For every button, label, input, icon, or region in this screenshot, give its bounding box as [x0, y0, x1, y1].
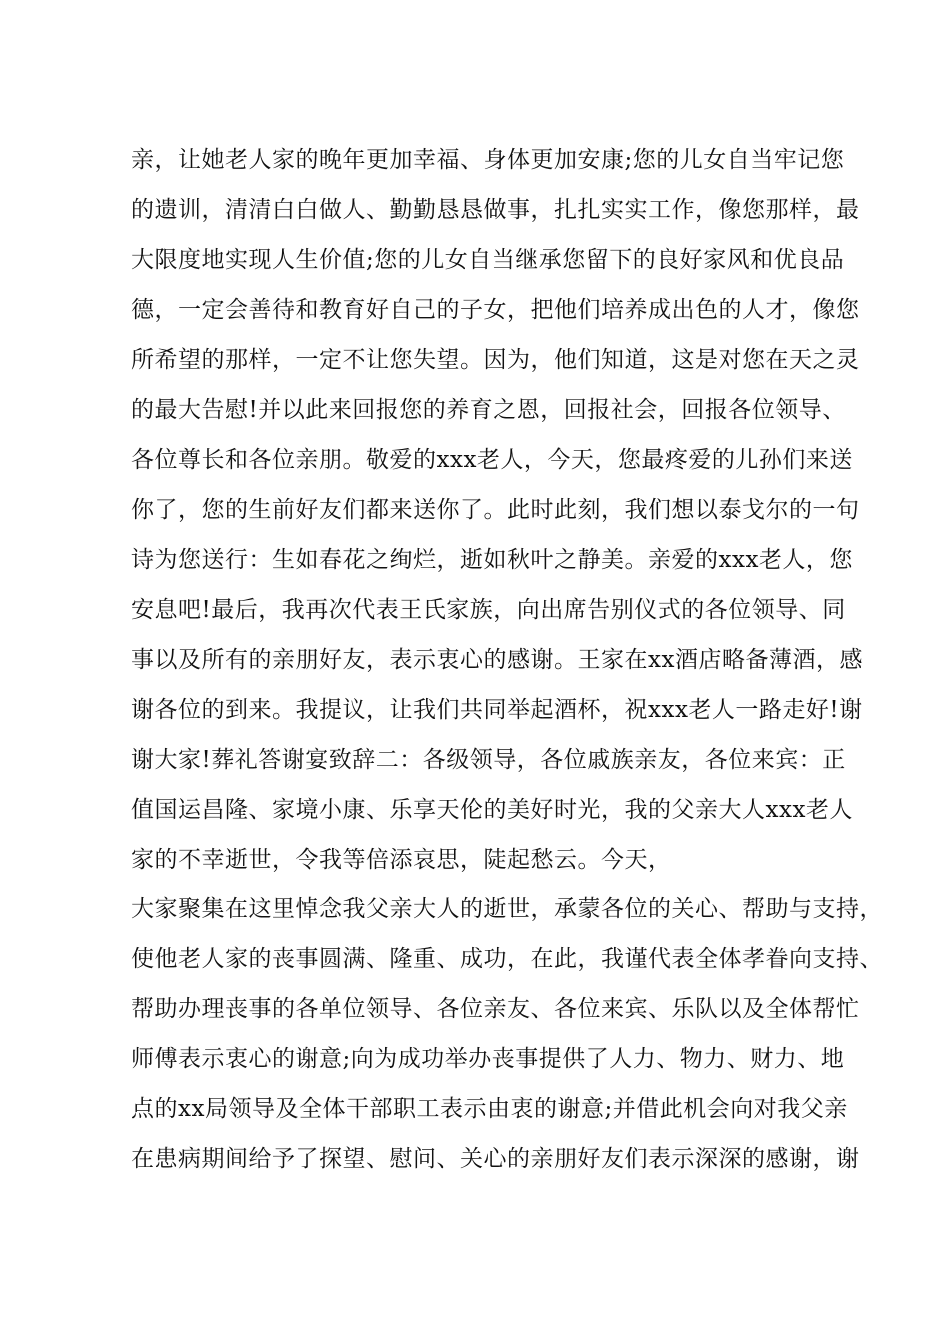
- text-line-4: 德，一定会善待和教育好自己的子女，把他们培养成出色的人才，像您: [131, 297, 860, 323]
- text-line-5: 所希望的那样，一定不让您失望。因为，他们知道，这是对您在天之灵: [131, 347, 860, 373]
- text-line-11: 事以及所有的亲朋好友，表示衷心的感谢。王家在xx酒店略备薄酒，感: [131, 647, 863, 673]
- text-line-15: 家的不幸逝世，令我等倍添哀思，陡起愁云。今天，: [131, 847, 672, 873]
- text-line-3: 大限度地实现人生价值;您的儿女自当继承您留下的良好家风和优良品: [131, 247, 845, 273]
- text-line-17: 使他老人家的丧事圆满、隆重、成功，在此，我谨代表全体孝眷向支持、: [131, 946, 883, 972]
- text-line-14: 值国运昌隆、家境小康、乐享天伦的美好时光，我的父亲大人xxx老人: [131, 797, 853, 823]
- text-line-8: 你了，您的生前好友们都来送你了。此时此刻，我们想以泰戈尔的一句: [131, 497, 860, 523]
- text-line-7: 各位尊长和各位亲朋。敬爱的xxx老人，今天，您最疼爱的儿孙们来送: [131, 447, 853, 473]
- text-line-18: 帮助办理丧事的各单位领导、各位亲友、各位来宾、乐队以及全体帮忙: [131, 996, 860, 1022]
- text-line-20: 点的xx局领导及全体干部职工表示由衷的谢意;并借此机会向对我父亲: [131, 1096, 848, 1122]
- text-line-21: 在患病期间给予了探望、慰问、关心的亲朋好友们表示深深的感谢，谢: [131, 1146, 860, 1172]
- text-line-1: 亲，让她老人家的晚年更加幸福、身体更加安康;您的儿女自当牢记您: [131, 147, 845, 173]
- text-line-13: 谢大家!葬礼答谢宴致辞二：各级领导，各位戚族亲友，各位来宾：正: [131, 747, 846, 773]
- text-line-2: 的遗训，清清白白做人、勤勤恳恳做事，扎扎实实工作，像您那样，最: [131, 197, 860, 223]
- text-line-19: 师傅表示衷心的谢意;向为成功举办丧事提供了人力、物力、财力、地: [131, 1046, 845, 1072]
- text-line-12: 谢各位的到来。我提议，让我们共同举起酒杯，祝xxx老人一路走好!谢: [131, 697, 863, 723]
- text-line-10: 安息吧!最后，我再次代表王氏家族，向出席告别仪式的各位领导、同: [131, 597, 846, 623]
- text-line-6: 的最大告慰!并以此来回报您的养育之恩，回报社会，回报各位领导、: [131, 397, 846, 423]
- text-line-9: 诗为您送行：生如春花之绚烂，逝如秋叶之静美。亲爱的xxx老人，您: [131, 547, 853, 573]
- text-line-16: 大家聚集在这里悼念我父亲大人的逝世，承蒙各位的关心、帮助与支持，: [131, 896, 883, 922]
